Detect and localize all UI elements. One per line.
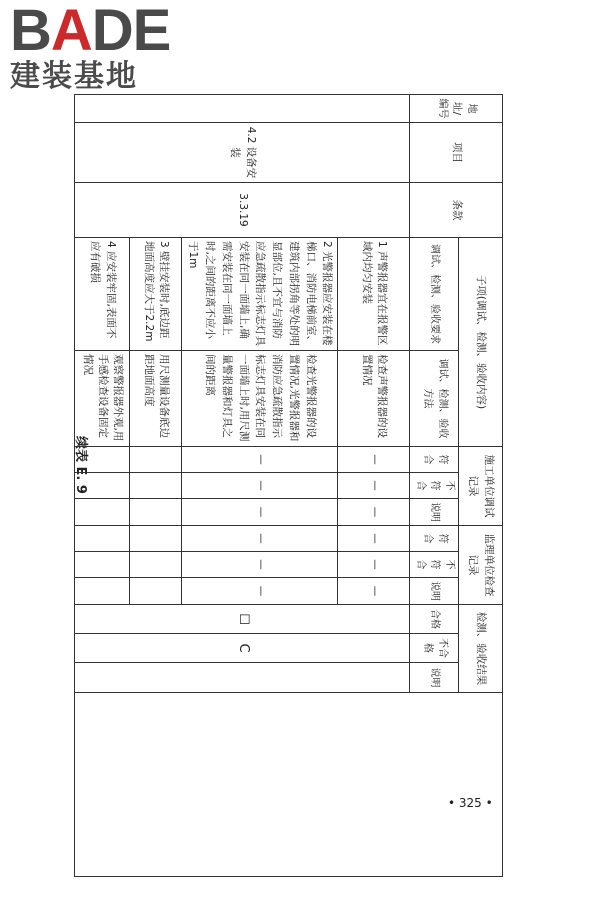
- r2-c-note: —: [182, 499, 338, 526]
- result-note-cell: [75, 663, 410, 693]
- header-clause: 条款: [410, 183, 503, 238]
- header-project: 项目: [410, 123, 503, 183]
- project-cell: 4.2 设备安装: [75, 123, 410, 183]
- logo-subtitle: 建装基地: [10, 59, 138, 94]
- header-nonconform-1: 不符合: [410, 473, 459, 499]
- r4-c-nonconform: [75, 473, 130, 499]
- r3-s-note: [130, 578, 182, 605]
- r1-s-note: —: [338, 578, 410, 605]
- r2-s-nonconform: —: [182, 552, 338, 578]
- fail-mark: C: [75, 634, 410, 663]
- page-number: • 325 •: [448, 796, 493, 810]
- logo-brand: BADE: [10, 0, 171, 63]
- inspection-table: [81, 94, 503, 876]
- r3-c-conform: [130, 447, 182, 473]
- address-cell: [75, 95, 410, 123]
- header-conform-1: 符合: [410, 447, 459, 473]
- method-1: 检查声警报器的设置情况: [338, 351, 410, 447]
- header-conform-2: 符合: [410, 526, 459, 552]
- logo: [10, 2, 180, 94]
- r3-s-conform: [130, 526, 182, 552]
- r4-c-conform: [75, 447, 130, 473]
- r1-c-note: —: [338, 499, 410, 526]
- r4-s-note: [75, 578, 130, 605]
- header-result: 检测、验收结果: [459, 605, 503, 693]
- requirement-3: 3 壁挂安装时,底边距地面高度应大于2.2m: [130, 238, 182, 351]
- r4-s-nonconform: [75, 552, 130, 578]
- r3-c-note: [130, 499, 182, 526]
- clause-cell: 3.3.19: [75, 183, 410, 238]
- header-note-3: 说明: [410, 663, 459, 693]
- r2-s-note: —: [182, 578, 338, 605]
- r3-s-nonconform: [130, 552, 182, 578]
- method-4: 观察警报器外观,用手感检查设备固定情况: [75, 351, 130, 447]
- r4-s-conform: [75, 526, 130, 552]
- r3-c-nonconform: [130, 473, 182, 499]
- header-subitem: 子项(调试、检测、验收内容): [459, 238, 503, 447]
- header-supervision: 监理单位检查记录: [459, 526, 503, 605]
- header-pass: 合格: [410, 605, 459, 634]
- header-address: 地址/编号: [410, 95, 503, 123]
- blank-column: [75, 693, 503, 877]
- requirement-2: 2 光警报器应安装在楼梯口、消防电梯前室、建筑内部拐角等处的明显部位,且不宜与消防应急疏散指示标志灯具安装在同一面墙上,确需安装在同一面墙上时,之间的距离不应小于1m: [182, 238, 338, 351]
- r2-c-conform: —: [182, 447, 338, 473]
- header-nonconform-2: 不符合: [410, 552, 459, 578]
- r1-c-conform: —: [338, 447, 410, 473]
- r2-c-nonconform: —: [182, 473, 338, 499]
- header-note-2: 说明: [410, 578, 459, 605]
- r1-s-nonconform: —: [338, 552, 410, 578]
- header-sub-method: 调试、检测、验收要求: [410, 238, 459, 351]
- r2-s-conform: —: [182, 526, 338, 552]
- header-note-1: 说明: [410, 499, 459, 526]
- header-construction: 施工单位调试记录: [459, 447, 503, 526]
- header-fail: 不合格: [410, 634, 459, 663]
- method-3: 用尺测量设备底边距地面高度: [130, 351, 182, 447]
- requirement-4: 4 应安装牢固,表面不应有破损: [75, 238, 130, 351]
- r1-s-conform: —: [338, 526, 410, 552]
- method-2: 检查光警报器的设置情况,光警报器和消防应急疏散指示标志灯具安装在同一面墙上时,用尺测量警报器和灯具之间的距离: [182, 351, 338, 447]
- pass-checkbox[interactable]: ☐: [75, 605, 410, 634]
- r1-c-nonconform: —: [338, 473, 410, 499]
- r4-c-note: [75, 499, 130, 526]
- requirement-1: 1 声警报器宜在报警区域内均匀安装: [338, 238, 410, 351]
- header-sub-content: 调试、检测、验收方法: [410, 351, 459, 447]
- page-title: 续表 E. 9: [73, 436, 88, 494]
